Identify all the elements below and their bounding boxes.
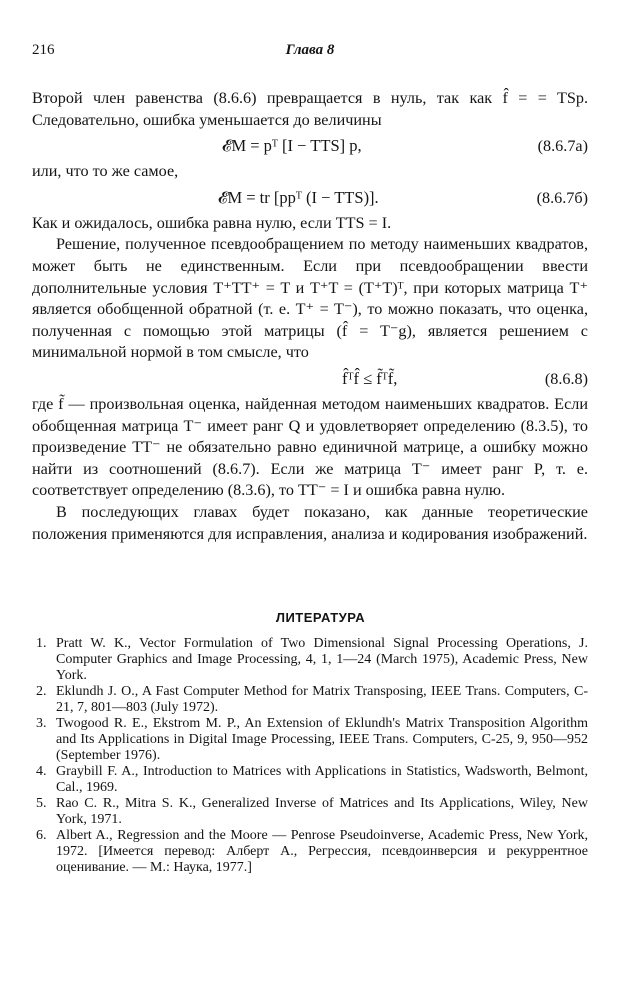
- main-text: [32, 88, 588, 545]
- references-heading: ЛИТЕРАТУРА: [275, 610, 366, 625]
- equation-8-6-8: [32, 364, 588, 394]
- paragraph: Решение, полученное псевдообращением по методу наименьших квадратов, может быть не единственным. Если при псевдообращении ввести дополнительные условия T⁺TT⁺ = T и T⁺T = (T⁺T)ᵀ, при которых матрица T⁺ является обобщенной обратной (т. е. T⁺ = T⁻), то можно показать, что оценка, полученная с помощью этой матрицы (f̂ = T⁻g), является решением с минимальной нормой в том смысле, что: [32, 235, 588, 362]
- reference-item: [36, 796, 588, 828]
- reference-item: [36, 684, 588, 716]
- reference-text: Pratt W. K., Vector Formulation of Two Dimensional Signal Processing Operations, J. Computer Graphics and Image Processing, 4, 1, 1—24 (March 1975), Academic Press, New York.: [56, 636, 588, 683]
- equation-8-6-7b: [32, 183, 588, 213]
- references-list: [36, 636, 588, 876]
- reference-text: Eklundh J. O., A Fast Computer Method for Matrix Transposing, IEEE Trans. Computers, C-21, 7, 801—803 (July 1972).: [56, 684, 588, 715]
- paragraph: или, что то же самое,: [32, 162, 179, 181]
- reference-item: [36, 828, 588, 876]
- page-header: [32, 42, 588, 62]
- reference-number: 2.: [36, 684, 47, 699]
- reference-text: Albert A., Regression and the Moore — Penrose Pseudoinverse, Academic Press, New York, 1972. [Имеется перевод: Алберт А., Регрессия, псевдоинверсия и рекуррентное оценивание. — М.: Наука, 1977.]: [56, 828, 588, 875]
- reference-number: 4.: [36, 764, 47, 779]
- paragraph: Второй член равенства (8.6.6) превращается в нуль, так как f̂ = = TSp. Следовательно, ошибка уменьшается до величины: [32, 89, 588, 129]
- reference-item: [36, 636, 588, 684]
- reference-number: 5.: [36, 796, 47, 811]
- paragraph: Как и ожидалось, ошибка равна нулю, если TTS = I.: [32, 213, 392, 232]
- paragraph: В последующих главах будет показано, как данные теоретические положения применяются для исправления, анализа и кодирования изображений.: [32, 502, 588, 543]
- reference-item: [36, 716, 588, 764]
- reference-number: 1.: [36, 636, 47, 651]
- reference-text: Graybill F. A., Introduction to Matrices with Applications in Statistics, Wadsworth, Belmont, Cal., 1969.: [56, 764, 588, 795]
- equation-formula: 𝓔M = pᵀ [I − TTS] p,: [222, 136, 362, 156]
- equation-8-6-7a: [32, 131, 588, 161]
- equation-formula: f̂ᵀf̂ ≤ f̃ᵀf̃,: [342, 368, 398, 388]
- equation-number: (8.6.8): [544, 369, 588, 388]
- reference-text: Twogood R. E., Ekstrom M. P., An Extension of Eklundh's Matrix Transposition Algorithm and Its Applications in Digital Image Processing, IEEE Trans. Computers, C-25, 9, 950—952 (September 1976).: [56, 716, 588, 763]
- reference-item: [36, 764, 588, 796]
- page-number: 216: [32, 42, 55, 58]
- paragraph: где f̃ — произвольная оценка, найденная методом наименьших квадратов. Если обобщенная матрица T⁻ имеет ранг Q и удовлетворяет определению (8.3.5), то произведение TT⁻ не обязательно равно единичной матрице, а ошибку можно найти из соотношений (8.6.7). Если же матрица T⁻ имеет ранг P, т. е. соответствует определению (8.3.6), то TT⁻ = I и ошибка равна нулю.: [32, 394, 588, 500]
- equation-number: (8.6.7а): [537, 137, 588, 156]
- reference-number: 6.: [36, 828, 47, 843]
- reference-number: 3.: [36, 716, 47, 731]
- equation-formula: 𝓔M = tr [ppᵀ (I − TTS)].: [218, 187, 379, 207]
- chapter-title: Глава 8: [285, 42, 335, 58]
- equation-number: (8.6.7б): [536, 188, 588, 207]
- reference-text: Rao C. R., Mitra S. K., Generalized Inverse of Matrices and Its Applications, Wiley, New York, 1971.: [56, 796, 588, 827]
